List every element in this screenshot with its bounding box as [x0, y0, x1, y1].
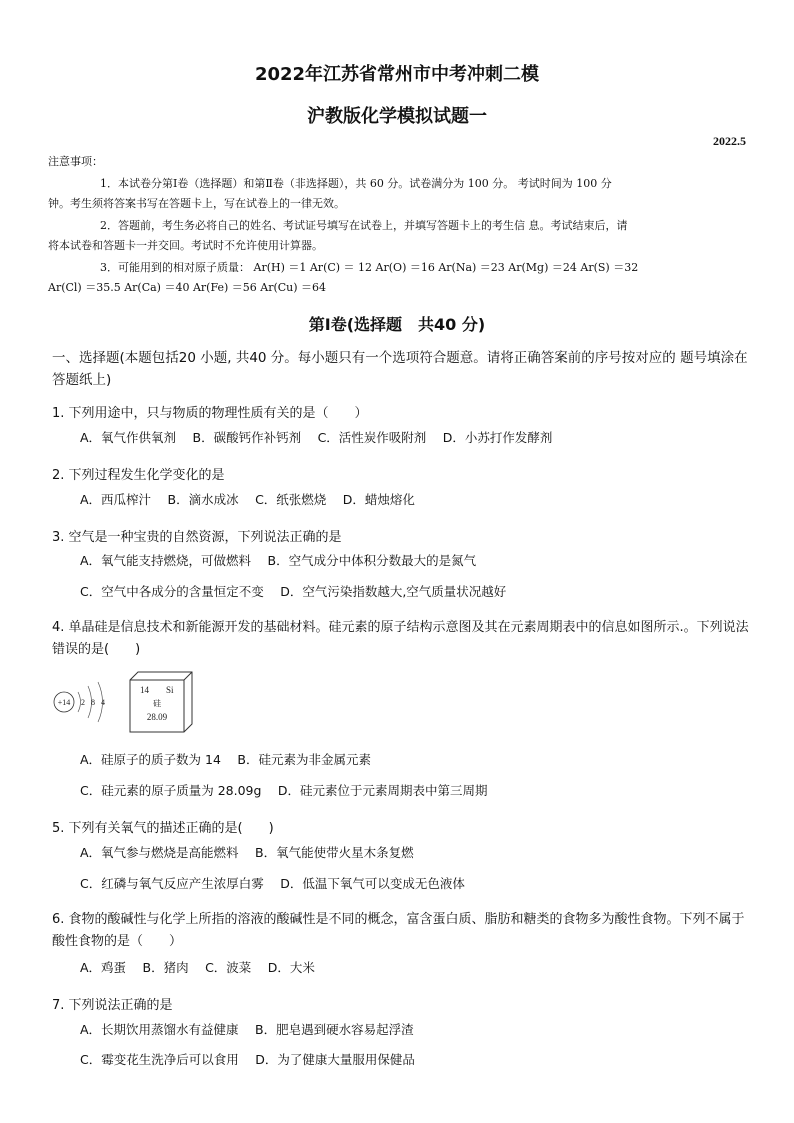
q3-stem: 3. 空气是一种宝贵的自然资源，下列说法正确的是	[52, 530, 342, 545]
q7-options-cd: C．霉变花生洗净后可以食用 D．为了健康大量服用保健品	[80, 1052, 415, 1067]
exam-date: 2022.5	[713, 134, 746, 148]
q3-options-ab: A．氧气能支持燃烧，可做燃料 B．空气成分中体积分数最大的是氮气	[80, 553, 477, 568]
q2-stem: 2. 下列过程发生化学变化的是	[52, 468, 225, 483]
notice-line-2a: 2．答题前，考生务必将自己的姓名、考试证号填写在试卷上，并填写答题卡上的考生信 息。考试结束后，请	[100, 219, 628, 232]
page-subtitle: 沪教版化学模拟试题一	[307, 106, 487, 127]
q7-options-ab: A．长期饮用蒸馏水有益健康 B．肥皂遇到硬水容易起浮渣	[80, 1022, 414, 1037]
q5-stem: 5. 下列有关氧气的描述正确的是( )	[52, 821, 274, 836]
page-title: 2022年江苏省常州市中考冲刺二模	[254, 64, 540, 85]
q6-options: A．鸡蛋 B．猪肉 C．波菜 D．大米	[80, 960, 315, 975]
q7-stem: 7. 下列说法正确的是	[52, 998, 173, 1013]
atomic-structure-diagram	[54, 682, 105, 722]
notice-line-1a: 1．本试卷分第Ⅰ卷（选择题）和第Ⅱ卷（非选择题），共 60 分。试卷满分为 100 分。 考试时间为 100 分	[100, 177, 612, 190]
q4-options-cd: C．硅元素的原子质量为 28.09g D．硅元素位于元素周期表中第三周期	[80, 783, 488, 798]
atomic-mass: 28.09	[146, 712, 168, 722]
notice-line-2b: 将本试卷和答题卡一并交回。考试时不允许使用计算器。	[48, 239, 323, 252]
silicon-figure	[50, 670, 210, 734]
atomic-number: 14	[140, 685, 149, 695]
q6-stem: 6. 食物的酸碱性与化学上所指的溶液的酸碱性是不同的概念，富含蛋白质、脂肪和糖类的食物多为酸性食物。下列不属于酸性食物的是（ ）	[52, 912, 745, 949]
notice-line-3a: 3．可能用到的相对原子质量： Ar(H) ＝1 Ar(C) ＝ 12 Ar(O) ＝16 Ar(Na) ＝23 Ar(Mg) ＝24 Ar(S) ＝32	[100, 261, 639, 274]
q1-options: A．氧气作供氧剂 B．碳酸钙作补钙剂 C．活性炭作吸附剂 D．小苏打作发酵剂	[80, 430, 553, 445]
periodic-table-cell	[130, 672, 192, 732]
notice-line-1b: 钟。考生须将答案书写在答题卡上，写在试卷上的一律无效。	[48, 197, 345, 210]
section-title: 第Ⅰ卷(选择题 共40 分)	[308, 315, 486, 334]
q5-options-cd: C．红磷与氧气反应产生浓厚白雾 D．低温下氧气可以变成无色液体	[80, 876, 465, 891]
shell-electrons-1: 2	[81, 698, 85, 707]
notice-line-3b: Ar(Cl) ＝35.5 Ar(Ca) ＝40 Ar(Fe) ＝56 Ar(Cu) ＝64	[48, 281, 327, 294]
element-symbol: Si	[166, 685, 174, 695]
q2-options: A．西瓜榨汁 B．滴水成冰 C．纸张燃烧 D．蜡烛熔化	[80, 492, 415, 507]
shell-electrons-3: 4	[101, 698, 105, 707]
shell-electrons-2: 8	[91, 698, 95, 707]
q4-options-ab: A．硅原子的质子数为 14 B．硅元素为非金属元素	[80, 752, 371, 767]
q3-options-cd: C．空气中各成分的含量恒定不变 D．空气污染指数越大,空气质量状况越好	[80, 584, 507, 599]
nucleus-charge: +14	[57, 698, 71, 707]
q5-options-ab: A．氧气参与燃烧是高能燃料 B．氧气能使带火星木条复燃	[80, 845, 414, 860]
q1-stem: 1. 下列用途中，只与物质的物理性质有关的是（ ）	[52, 406, 368, 421]
section-instruction: 一、选择题(本题包括20 小题, 共40 分。每小题只有一个选项符合题意。请将正确答案前的序号按对应的 题号填涂在答题纸上)	[52, 350, 748, 388]
q4-stem: 4. 单晶硅是信息技术和新能源开发的基础材料。硅元素的原子结构示意图及其在元素周期表中的信息如图所示.。下列说法错误的是( )	[52, 620, 749, 657]
notice-heading: 注意事项：	[48, 155, 103, 168]
element-name: 硅	[153, 699, 161, 708]
